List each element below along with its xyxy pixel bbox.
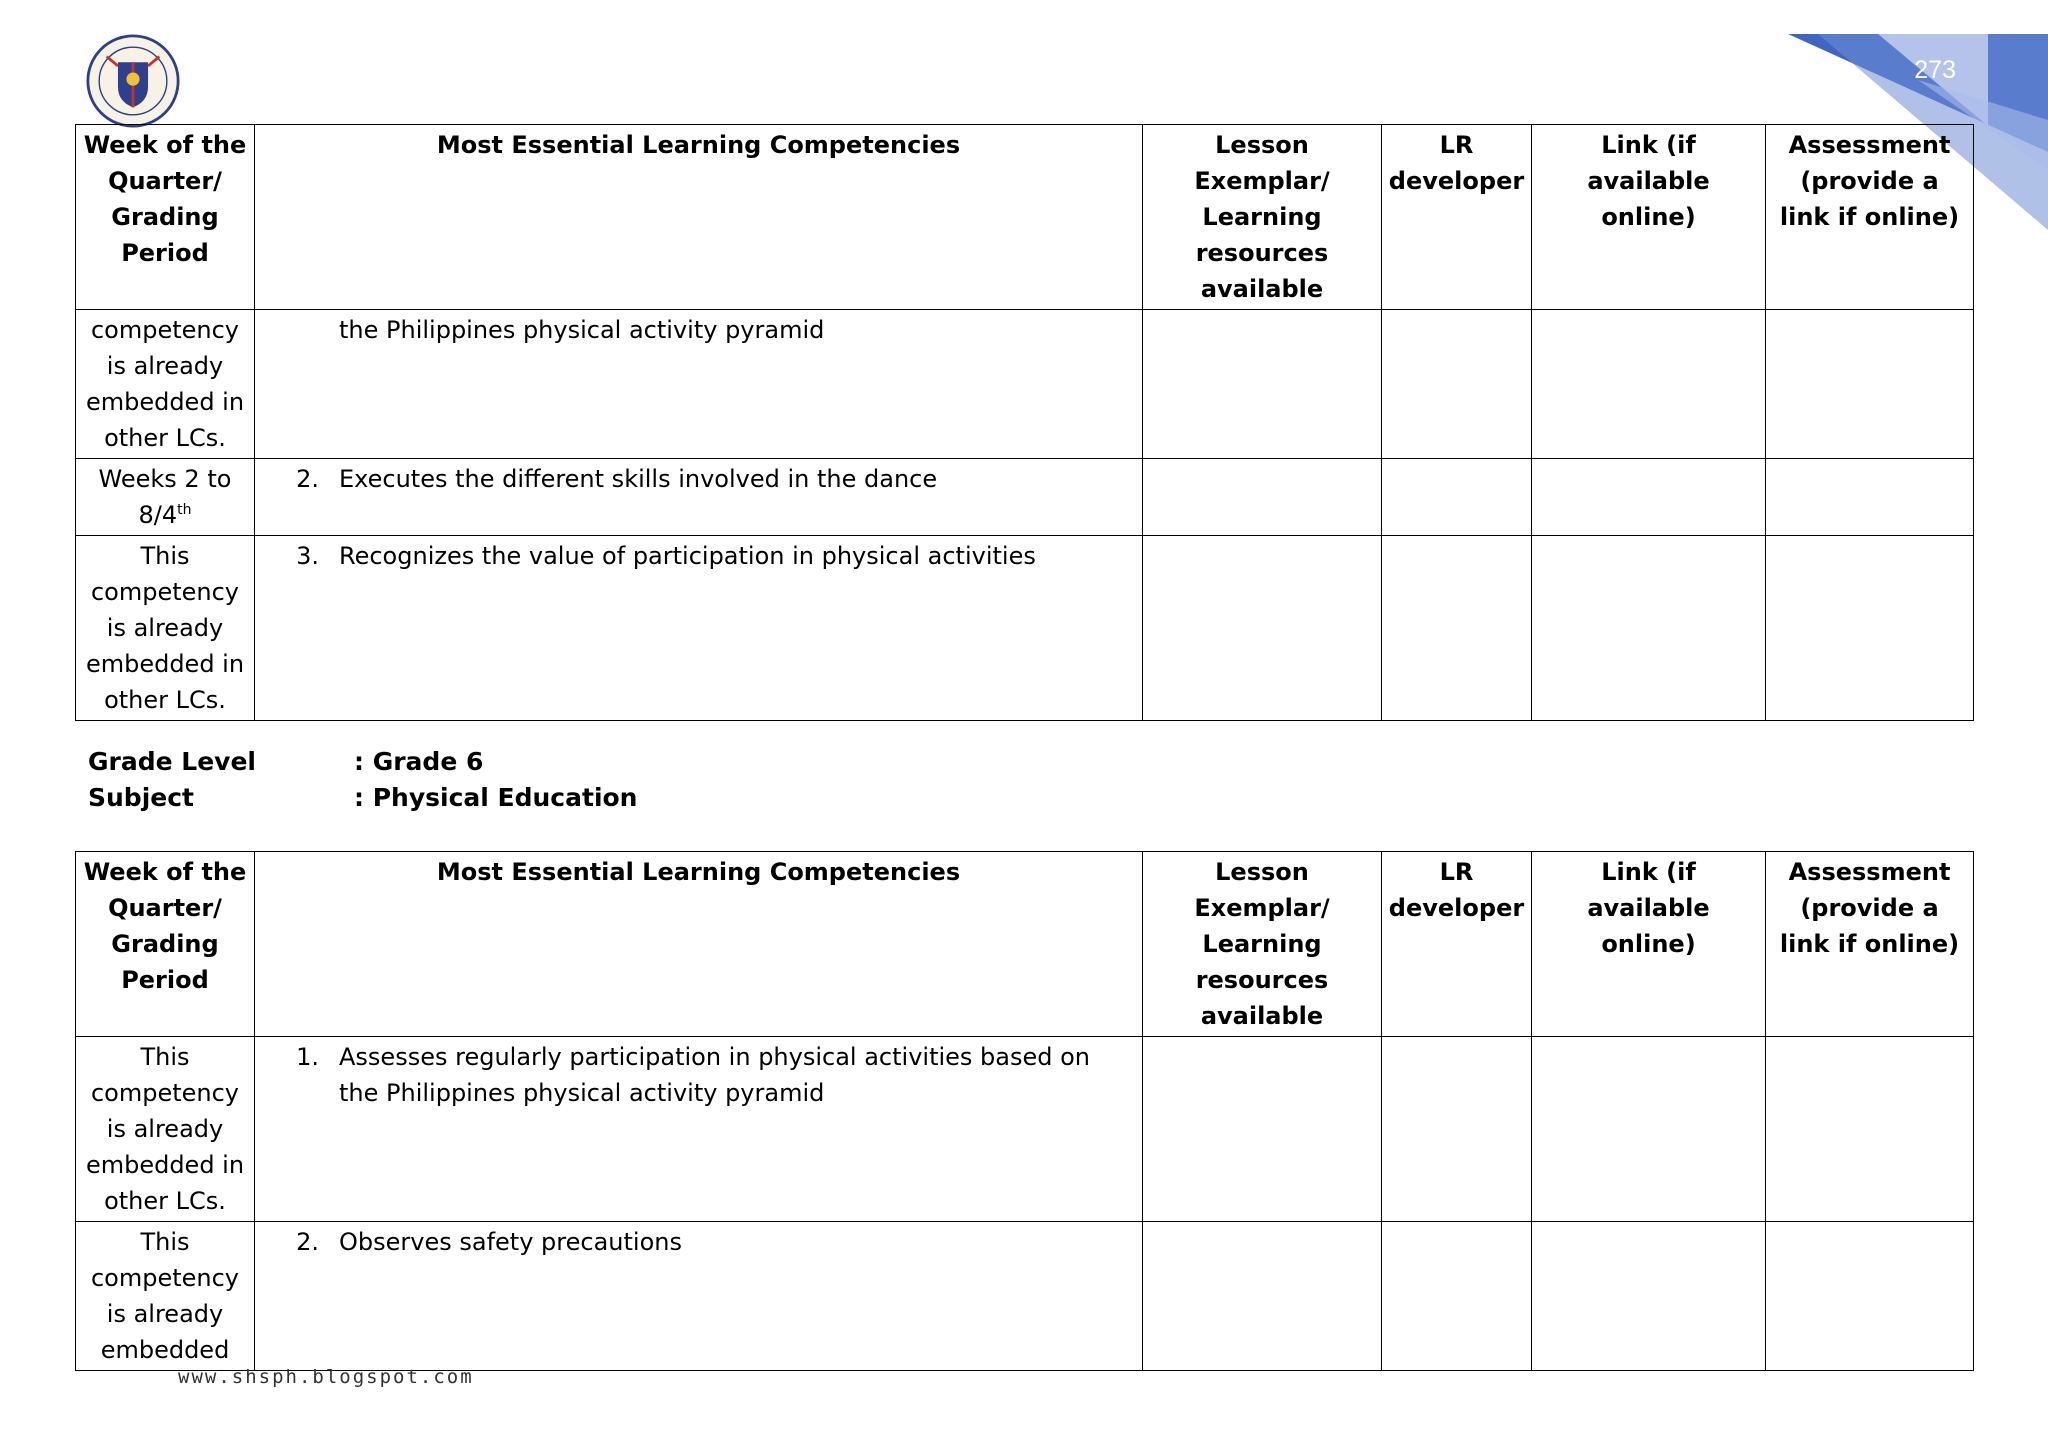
assessment-cell [1766, 310, 1974, 459]
lesson-cell [1143, 459, 1382, 536]
competency-cell [255, 310, 1143, 459]
lr-cell [1382, 310, 1532, 459]
week-cell [76, 459, 255, 536]
competencies-table-grade6 [75, 851, 1974, 1371]
col-header-assessment: Assessment (provide a link if online) [1766, 125, 1974, 310]
grade-level-value: : Grade 6 [354, 747, 484, 776]
link-cell [1532, 310, 1766, 459]
table-row [76, 1037, 1974, 1222]
table-header-row [76, 125, 1974, 310]
col-header-lesson: Lesson Exemplar/ Learning resources available [1143, 852, 1382, 1037]
competency-number: 3. [296, 542, 319, 570]
deped-seal-icon [86, 34, 180, 128]
competency-text: Executes the different skills involved in the dance [339, 465, 938, 493]
competency-cell [255, 459, 1143, 536]
col-header-link: Link (if available online) [1532, 852, 1766, 1037]
col-header-lesson: Lesson Exemplar/ Learning resources available [1143, 125, 1382, 310]
link-cell [1532, 536, 1766, 721]
table-row [76, 1222, 1974, 1371]
table-header-row [76, 852, 1974, 1037]
col-header-week: Week of the Quarter/ Grading Period [76, 852, 255, 1037]
competency-cell [255, 1037, 1143, 1222]
link-cell [1532, 459, 1766, 536]
lesson-cell [1143, 536, 1382, 721]
page-number: 273 [1914, 56, 1956, 84]
competency-number: 2. [296, 465, 319, 493]
assessment-cell [1766, 1222, 1974, 1371]
subject-label: Subject [88, 783, 194, 812]
col-header-link: Link (if available online) [1532, 125, 1766, 310]
table-row [76, 310, 1974, 459]
subject-value: : Physical Education [354, 783, 638, 812]
lr-cell [1382, 1037, 1532, 1222]
col-header-melc: Most Essential Learning Competencies [255, 125, 1143, 310]
assessment-cell [1766, 459, 1974, 536]
week-cell: This competency is already embedded in other LCs. [76, 1037, 255, 1222]
week-superscript: th [177, 502, 192, 518]
week-cell: This competency is already embedded in other LCs. [76, 536, 255, 721]
assessment-cell [1766, 1037, 1974, 1222]
col-header-assessment: Assessment (provide a link if online) [1766, 852, 1974, 1037]
lr-cell [1382, 459, 1532, 536]
col-header-lr: LR developer [1382, 125, 1532, 310]
table-row [76, 536, 1974, 721]
table-row [76, 459, 1974, 536]
competency-cell [255, 1222, 1143, 1371]
competencies-table-continued [75, 124, 1974, 721]
grade-subject-info [88, 744, 637, 816]
week-cell: This competency is already embedded [76, 1222, 255, 1371]
col-header-week: Week of the Quarter/ Grading Period [76, 125, 255, 310]
competency-text: Assesses regularly participation in physical activities based on the Philippines physical activity pyramid [339, 1043, 1091, 1107]
lesson-cell [1143, 1222, 1382, 1371]
competency-number: 1. [296, 1043, 319, 1071]
competency-text: Observes safety precautions [339, 1228, 682, 1256]
lr-cell [1382, 1222, 1532, 1371]
assessment-cell [1766, 536, 1974, 721]
grade-level-label: Grade Level [88, 747, 256, 776]
week-text: Weeks 2 to 8/4 [98, 465, 232, 529]
competency-number: 2. [296, 1228, 319, 1256]
footer-url: www.shsph.blogspot.com [178, 1366, 474, 1388]
link-cell [1532, 1222, 1766, 1371]
lr-cell [1382, 536, 1532, 721]
lesson-cell [1143, 1037, 1382, 1222]
col-header-melc: Most Essential Learning Competencies [255, 852, 1143, 1037]
lesson-cell [1143, 310, 1382, 459]
link-cell [1532, 1037, 1766, 1222]
col-header-lr: LR developer [1382, 852, 1532, 1037]
competency-cell [255, 536, 1143, 721]
competency-text: the Philippines physical activity pyramid [339, 316, 825, 344]
week-cell: competency is already embedded in other LCs. [76, 310, 255, 459]
competency-text: Recognizes the value of participation in physical activities [339, 542, 1036, 570]
